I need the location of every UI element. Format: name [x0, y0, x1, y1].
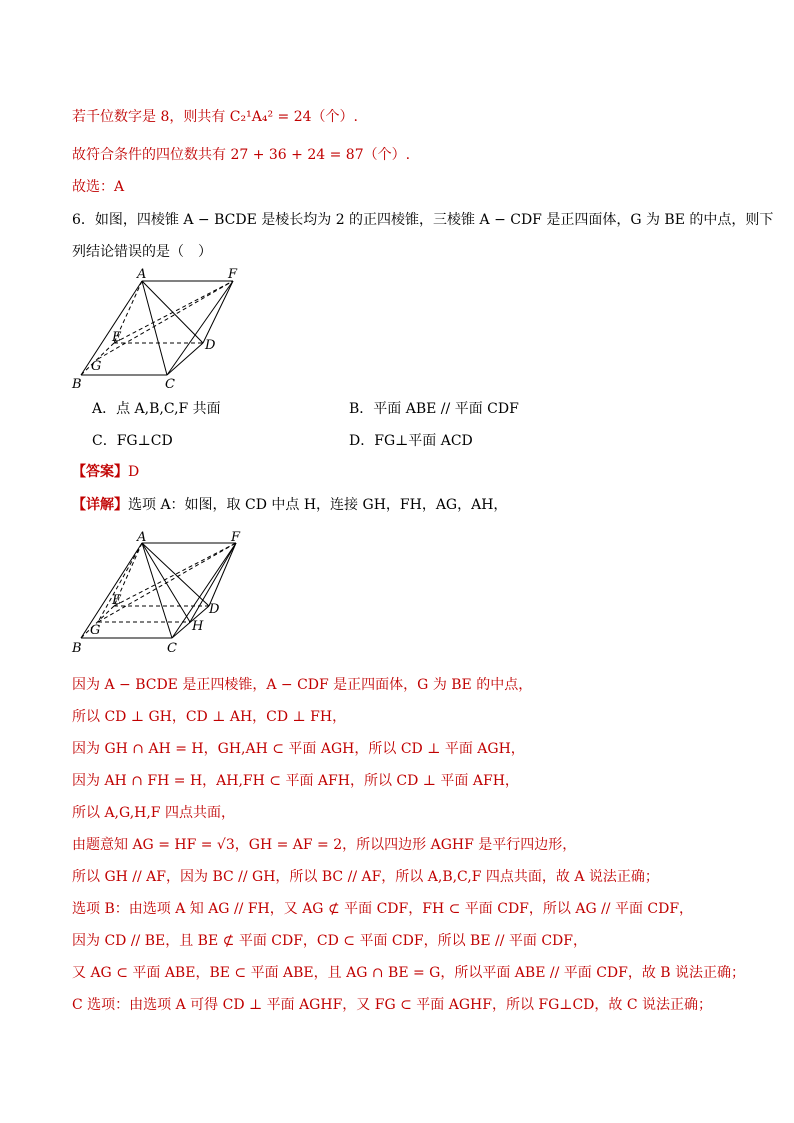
- question-stem: 6．如图，四棱锥 A − BCDE 是棱长均为 2 的正四棱锥，三棱锥 A − CDF 是正四面体，G 为 BE 的中点，则下: [72, 212, 774, 228]
- vertex-label: B: [72, 377, 82, 392]
- vertex-label: F: [231, 530, 241, 545]
- vertex-label: C: [167, 641, 177, 656]
- vertex-label: D: [205, 338, 216, 353]
- detail-line: 因为 GH ∩ AH = H，GH,AH ⊂ 平面 AGH，所以 CD ⊥ 平面 AGH，: [72, 741, 525, 757]
- detail-line: 所以 CD ⊥ GH，CD ⊥ AH，CD ⊥ FH，: [72, 709, 347, 725]
- vertex-label: A: [137, 267, 147, 282]
- vertex-label: G: [90, 623, 101, 638]
- detail-intro-line: [72, 496, 507, 514]
- vertex-label: H: [192, 619, 204, 634]
- detail-line: 所以 GH // AF，因为 BC // GH，所以 BC // AF，所以 A,B,C,F 四点共面，故 A 说法正确；: [72, 869, 659, 885]
- pyramid-figure: [70, 262, 260, 392]
- detail-line: 又 AG ⊂ 平面 ABE，BE ⊂ 平面 ABE，且 AG ∩ BE = G，所以平面 ABE // 平面 CDF，故 B 说法正确；: [72, 965, 746, 981]
- answer-tag: 【答案】: [72, 464, 128, 480]
- pyramid-figure-with-h: [70, 527, 260, 657]
- vertex-label: E: [112, 330, 122, 345]
- detail-line: 因为 AH ∩ FH = H，AH,FH ⊂ 平面 AFH，所以 CD ⊥ 平面 AFH，: [72, 773, 519, 789]
- solution-line: 故符合条件的四位数共有 27 + 36 + 24 = 87（个）.: [72, 147, 411, 163]
- detail-tag: 【详解】: [72, 497, 128, 513]
- detail-line: 因为 A − BCDE 是正四棱锥，A − CDF 是正四面体，G 为 BE 的中点，: [72, 677, 533, 693]
- option-c: C．FG⊥CD: [92, 433, 173, 449]
- vertex-label: F: [228, 267, 238, 282]
- option-b: B．平面 ABE // 平面 CDF: [349, 401, 519, 417]
- solution-choice: 故选：A: [72, 179, 125, 195]
- vertex-label: D: [209, 602, 220, 617]
- solution-line: 若千位数字是 8，则共有 C₂¹A₄² = 24（个）.: [72, 109, 358, 125]
- vertex-label: G: [91, 359, 102, 374]
- vertex-label: B: [72, 641, 82, 656]
- detail-line: 因为 CD // BE，且 BE ⊄ 平面 CDF，CD ⊂ 平面 CDF，所以 BE // 平面 CDF，: [72, 933, 587, 949]
- option-a: A．点 A,B,C,F 共面: [92, 401, 221, 417]
- detail-line: C 选项：由选项 A 可得 CD ⊥ 平面 AGHF，又 FG ⊂ 平面 AGHF，所以 FG⊥CD，故 C 说法正确；: [72, 997, 712, 1013]
- detail-line: 由题意知 AG = HF = √3，GH = AF = 2，所以四边形 AGHF 是平行四边形，: [72, 837, 577, 853]
- detail-line: 所以 A,G,H,F 四点共面，: [72, 805, 235, 821]
- vertex-label: C: [165, 377, 175, 392]
- vertex-label: A: [137, 530, 147, 545]
- option-d: D．FG⊥平面 ACD: [349, 433, 473, 449]
- answer-value: D: [128, 464, 140, 480]
- vertex-label: E: [112, 593, 122, 608]
- question-stem: 列结论错误的是（ ）: [72, 244, 212, 260]
- answer-line: [72, 463, 139, 481]
- detail-line: 选项 B：由选项 A 知 AG // FH，又 AG ⊄ 平面 CDF，FH ⊂ 平面 CDF，所以 AG // 平面 CDF，: [72, 901, 694, 917]
- detail-intro: 选项 A：如图，取 CD 中点 H，连接 GH，FH，AG，AH，: [128, 497, 508, 513]
